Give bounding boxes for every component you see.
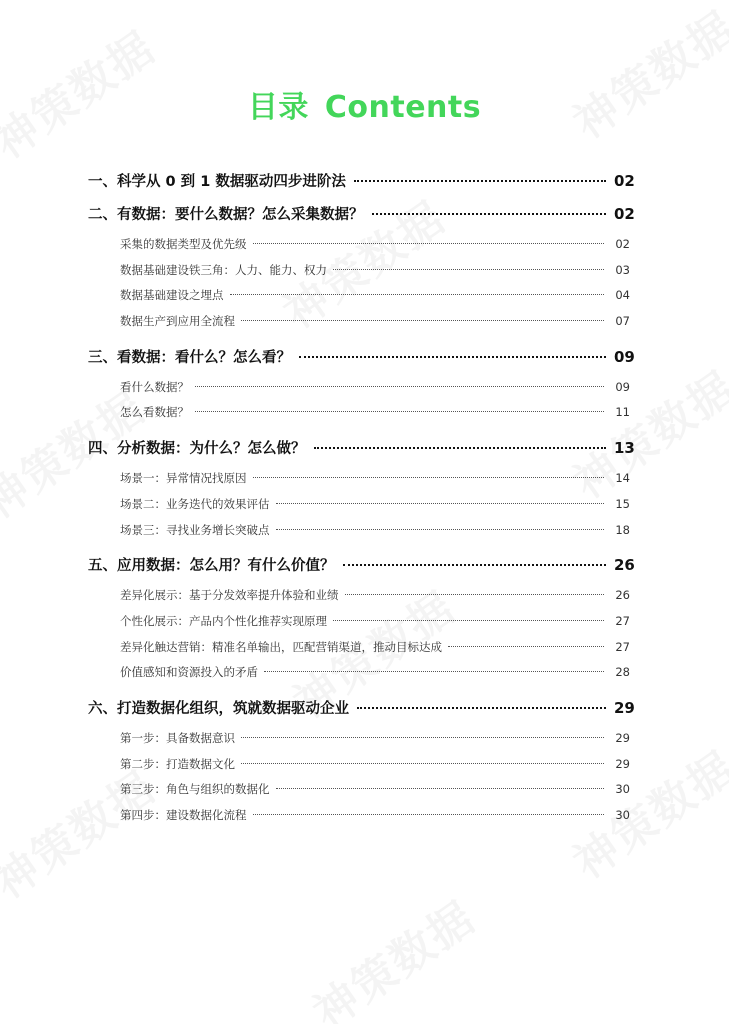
toc-chapter[interactable] (88, 203, 634, 236)
toc-leader (357, 707, 606, 709)
toc-leader (276, 529, 605, 530)
toc-section-title: 第二步：打造数据文化 (120, 756, 235, 771)
toc-section-page: 04 (615, 288, 630, 303)
toc-chapter[interactable] (88, 697, 634, 730)
toc-section-page: 15 (615, 496, 630, 511)
toc-leader (241, 737, 604, 738)
toc-section-page: 30 (615, 782, 630, 797)
toc-section-page: 29 (615, 730, 630, 745)
toc-section-page: 18 (615, 522, 630, 537)
toc-spacer (88, 690, 634, 697)
title-cn: 目录 (247, 90, 309, 125)
toc-section-page: 02 (615, 237, 630, 251)
toc-section[interactable] (120, 470, 630, 496)
toc-leader (372, 213, 607, 215)
toc-section[interactable] (120, 587, 630, 613)
toc-chapter-title: 六、打造数据化组织，筑就数据驱动企业 (88, 700, 349, 717)
toc-section[interactable] (120, 613, 630, 639)
toc-chapter-page: 26 (614, 556, 635, 575)
toc-section-title: 数据生产到应用全流程 (120, 314, 235, 329)
toc-section[interactable] (120, 781, 630, 807)
toc-section-title: 第一步：具备数据意识 (120, 730, 235, 745)
toc-chapter-title: 一、科学从 0 到 1 数据驱动四步进阶法 (88, 174, 346, 190)
toc-section-title: 采集的数据类型及优先级 (120, 237, 247, 251)
toc-section-title: 第四步：建设数据化流程 (120, 808, 247, 822)
toc-section-page: 29 (615, 756, 630, 771)
toc-leader (448, 646, 604, 647)
toc-leader (314, 447, 607, 449)
title-en: Contents (324, 90, 482, 125)
toc-section-page: 14 (615, 471, 630, 486)
toc-section-title: 差异化展示：基于分发效率提升体验和业绩 (120, 588, 339, 603)
toc-spacer (88, 430, 634, 437)
toc-chapter-title: 二、有数据：要什么数据？怎么采集数据？ (88, 207, 364, 223)
toc-spacer (88, 833, 634, 840)
toc-section-page: 11 (615, 405, 630, 420)
toc-section[interactable] (120, 756, 630, 782)
toc-chapter-page: 02 (614, 205, 635, 223)
toc-section-page: 07 (615, 314, 630, 329)
toc-section-title: 场景一：异常情况找原因 (120, 471, 247, 486)
toc-section-title: 看什么数据？ (120, 379, 189, 394)
toc-section-page: 30 (615, 808, 630, 822)
toc-section[interactable] (120, 664, 630, 690)
toc-section[interactable] (120, 379, 630, 405)
toc-section-page: 28 (615, 665, 630, 680)
toc-leader (345, 594, 605, 595)
toc-section[interactable] (120, 522, 630, 548)
toc-section[interactable] (120, 287, 630, 313)
toc-leader (241, 763, 604, 764)
toc-leader (333, 620, 604, 621)
toc-spacer (88, 547, 634, 554)
toc-chapter[interactable] (88, 346, 634, 379)
toc-section[interactable] (120, 730, 630, 756)
toc-section[interactable] (120, 236, 630, 262)
toc-leader (241, 320, 604, 321)
toc-leader (253, 243, 605, 244)
toc-section-title: 差异化触达营销：精准名单输出，匹配营销渠道，推动目标达成 (120, 639, 442, 654)
toc-leader (195, 386, 604, 387)
toc-section-title: 数据基础建设之埋点 (120, 288, 224, 303)
toc-section-title: 怎么看数据？ (120, 405, 189, 420)
toc-section[interactable] (120, 639, 630, 665)
toc-leader (230, 294, 605, 295)
toc-chapter[interactable] (88, 437, 634, 470)
toc-leader (276, 788, 605, 789)
toc-chapter-title: 五、应用数据：怎么用？有什么价值？ (88, 558, 335, 575)
toc-section[interactable] (120, 807, 630, 833)
toc-chapter-title: 三、看数据：看什么？怎么看？ (88, 349, 291, 366)
toc-leader (253, 814, 605, 815)
toc-section-title: 场景三：寻找业务增长突破点 (120, 522, 270, 537)
toc-section-page: 27 (615, 639, 630, 654)
watermark-text (558, 0, 729, 151)
toc-chapter[interactable] (88, 554, 634, 587)
toc-leader (343, 564, 607, 566)
toc-leader (354, 180, 606, 182)
toc-section[interactable] (120, 404, 630, 430)
toc-leader (333, 269, 604, 270)
toc-section-title: 第三步：角色与组织的数据化 (120, 782, 270, 797)
toc-chapter-page: 02 (614, 172, 635, 190)
toc-section-title: 价值感知和资源投入的矛盾 (120, 665, 258, 680)
toc-leader (276, 503, 605, 504)
toc-section[interactable] (120, 496, 630, 522)
toc-section-page: 27 (615, 613, 630, 628)
toc-leader (299, 356, 606, 358)
toc-section-page: 26 (615, 588, 630, 603)
table-of-contents (88, 170, 634, 840)
toc-chapter[interactable] (88, 170, 634, 203)
watermark-text (298, 883, 485, 1024)
toc-chapter-title: 四、分析数据：为什么？怎么做？ (88, 441, 306, 458)
toc-leader (253, 477, 605, 478)
toc-section[interactable] (120, 313, 630, 339)
toc-chapter-page: 29 (614, 698, 635, 717)
toc-section-title: 场景二：业务迭代的效果评估 (120, 496, 270, 511)
toc-section-title: 数据基础建设铁三角：人力、能力、权力 (120, 262, 327, 277)
toc-leader (264, 671, 604, 672)
page-title (0, 82, 729, 126)
toc-leader (195, 411, 604, 412)
toc-section-title: 个性化展示：产品内个性化推荐实现原理 (120, 613, 327, 628)
toc-section[interactable] (120, 262, 630, 288)
toc-spacer (88, 339, 634, 346)
toc-chapter-page: 09 (614, 347, 635, 366)
toc-section-page: 03 (615, 262, 630, 277)
toc-chapter-page: 13 (614, 439, 635, 458)
toc-section-page: 09 (615, 379, 630, 394)
